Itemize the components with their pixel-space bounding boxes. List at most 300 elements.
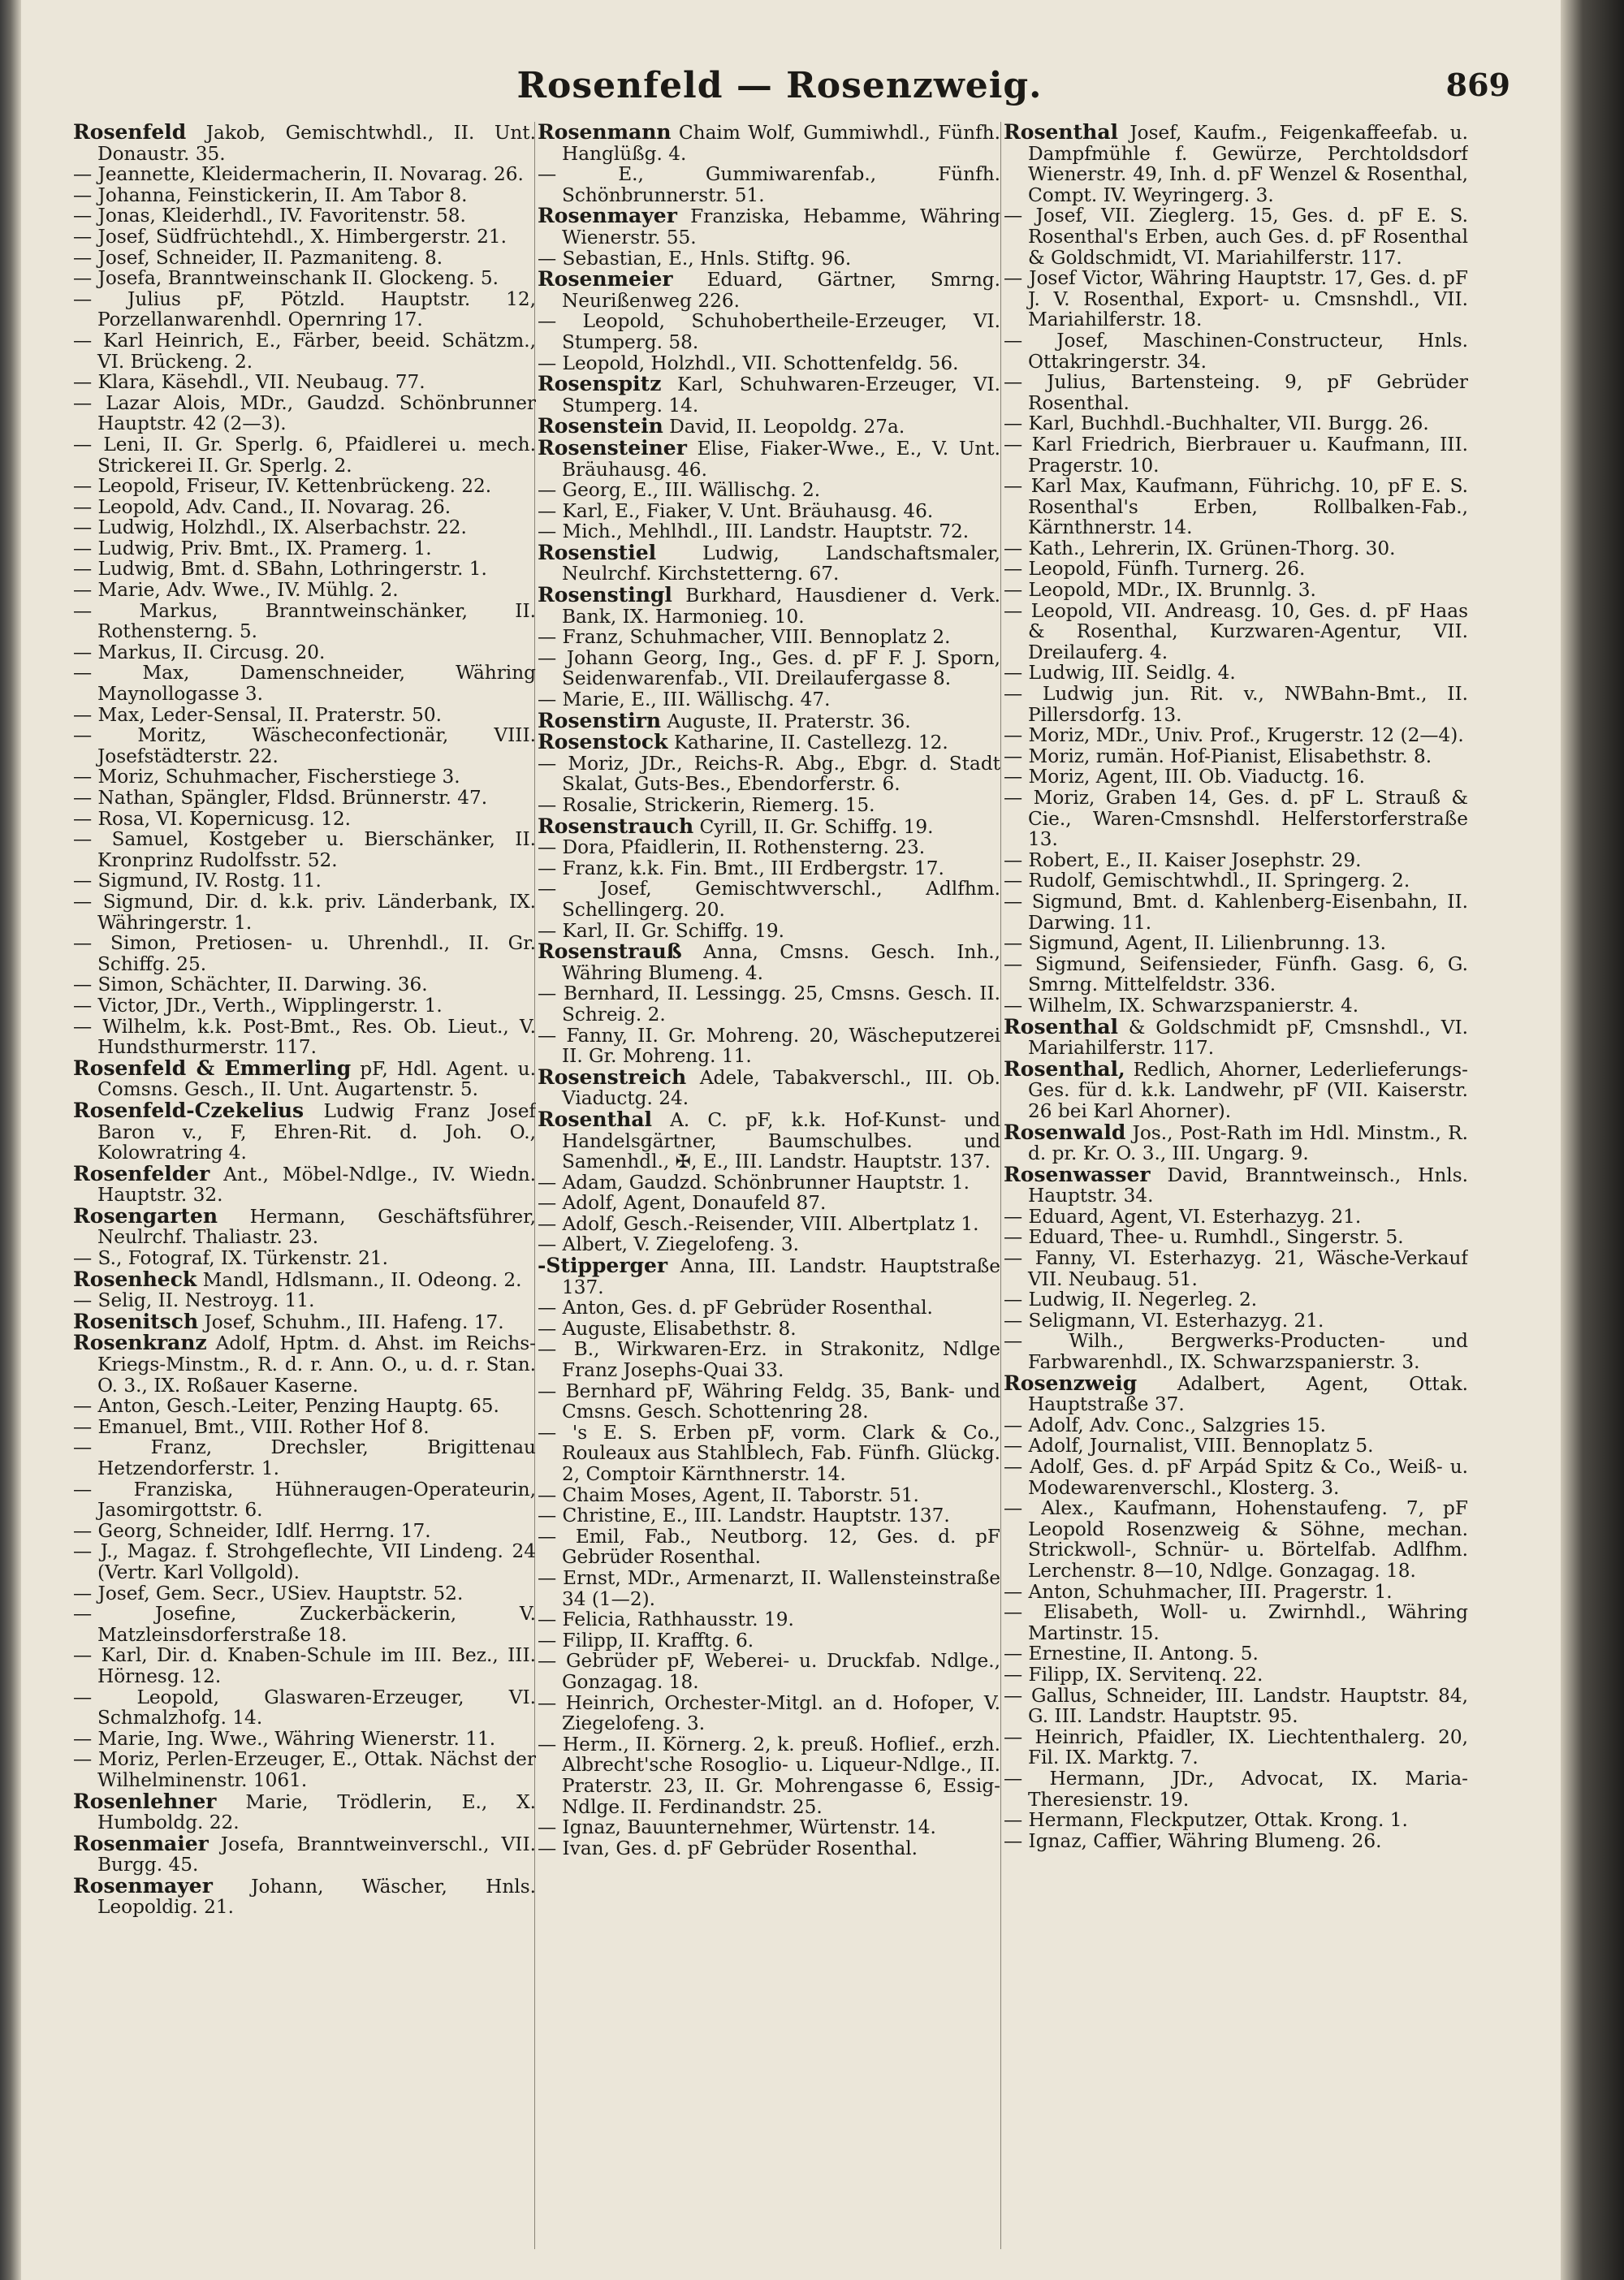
directory-entry	[73, 974, 536, 995]
entry-surname: Rosenstein	[538, 414, 663, 438]
entry-text: Josef, Schuhm., III. Hafeng. 17.	[198, 1311, 504, 1333]
entry-text: — Seligmann, VI. Esterhazyg. 21.	[1004, 1309, 1324, 1332]
entry-text: — Ludwig jun. Rit. v., NWBahn-Bmt., II. Pillersdorfg. 13.	[1004, 683, 1468, 726]
entry-text: — Franziska, Hühneraugen-Operateurin, Jasomirgottstr. 6.	[73, 1478, 536, 1522]
directory-entry	[1004, 1014, 1468, 1060]
directory-entry	[1004, 1331, 1468, 1372]
directory-entry	[73, 330, 536, 372]
directory-entry	[1004, 663, 1468, 684]
entry-text: — 's E. S. Erben pF, vorm. Clark & Co., Rouleaux aus Stahlblech, Fab. Fünfh. Glückg. 2, Comptoir Kärnthnerstr. 14.	[538, 1421, 1000, 1485]
entry-text: — Bernhard pF, Währing Feldg. 35, Bank- und Cmsns. Gesch. Schottenring 28.	[538, 1380, 1000, 1423]
entry-text: & Goldschmidt pF, Cmsnshdl., VI. Mariahilferstr. 117.	[1028, 1016, 1468, 1060]
directory-entry	[538, 1064, 1000, 1110]
directory-entry	[73, 601, 536, 642]
directory-entry	[1004, 1768, 1468, 1810]
directory-entry	[1004, 1227, 1468, 1248]
directory-entry	[1004, 1686, 1468, 1727]
directory-entry	[538, 353, 1000, 374]
directory-entry	[73, 809, 536, 830]
entry-surname: Rosenwald	[1004, 1120, 1126, 1144]
directory-entry	[1004, 1289, 1468, 1311]
directory-entry	[73, 725, 536, 766]
directory-entry	[73, 122, 536, 164]
entry-text: — Fanny, VI. Esterhazyg. 21, Wäsche-Verkauf VII. Neubaug. 51.	[1004, 1247, 1468, 1290]
entry-text: — Leopold, Friseur, IV. Kettenbrückeng. 22.	[73, 475, 492, 498]
entry-text: — Karl Heinrich, E., Färber, beeid. Schätzm., VI. Brückeng. 2.	[73, 329, 536, 373]
entry-text: — Rudolf, Gemischtwhdl., II. Springerg. 2.	[1004, 870, 1410, 892]
entry-surname: Rosenstiel	[538, 540, 657, 564]
column-2	[538, 122, 1000, 2265]
directory-entry	[1004, 476, 1468, 538]
directory-entry	[73, 1833, 536, 1876]
directory-entry	[538, 248, 1000, 270]
directory-entry	[538, 1817, 1000, 1838]
entry-text: — Kath., Lehrerin, IX. Grünen-Thorg. 30.	[1004, 537, 1396, 559]
entry-text: — Adolf, Journalist, VIII. Bennoplatz 5.	[1004, 1435, 1374, 1457]
entry-text: — Mich., Mehlhdl., III. Landstr. Hauptstr. 72.	[538, 520, 970, 543]
entry-text: — Josef Victor, Währing Hauptstr. 17, Ges. d. pF J. V. Rosenthal, Export- u. Cmsnshdl., VII. Mariahilferstr. 18.	[1004, 267, 1468, 331]
directory-entry	[73, 1687, 536, 1729]
entry-text: — Moriz, Graben 14, Ges. d. pF L. Strauß & Cie., Waren-Cmsnshdl. Helferstorferstraße 13.	[1004, 787, 1468, 851]
directory-entry	[73, 1248, 536, 1269]
directory-entry	[538, 205, 1000, 248]
entry-surname: Rosenthal	[1004, 1014, 1119, 1039]
directory-entry	[538, 1255, 1000, 1298]
entry-text: — Christine, E., III. Landstr. Hauptstr. 137.	[538, 1505, 950, 1527]
directory-entry	[1004, 330, 1468, 372]
page-number: 869	[1445, 67, 1510, 103]
entry-text: — Selig, II. Nestroyg. 11.	[73, 1289, 315, 1312]
directory-entry	[538, 1505, 1000, 1526]
directory-entry	[1004, 995, 1468, 1017]
directory-entry	[1004, 1665, 1468, 1686]
entry-surname: Rosengarten	[73, 1203, 218, 1228]
entry-text: — Elisabeth, Woll- u. Zwirnhdl., Währing Martinstr. 15.	[1004, 1601, 1468, 1644]
entry-surname: -Stipperger	[538, 1254, 668, 1278]
entry-text: — Max, Leder-Sensal, II. Praterstr. 50.	[73, 703, 443, 726]
entry-surname: Rosenfelder	[73, 1161, 210, 1185]
directory-entry	[538, 689, 1000, 710]
entry-text: — Leopold, Schuhobertheile-Erzeuger, VI. Stumperg. 58.	[538, 310, 1000, 353]
entry-text: Katharine, II. Castellezg. 12.	[667, 732, 948, 754]
directory-entry	[1004, 372, 1468, 413]
entry-text: — Moriz, Perlen-Erzeuger, E., Ottak. Nächst der Wilhelminenstr. 1061.	[73, 1748, 536, 1791]
entry-text: — Moriz, JDr., Reichs-R. Abg., Ebgr. d. Stadt Skalat, Guts-Bes., Ebendorferstr. 6.	[538, 752, 1000, 796]
entry-text: Elise, Fiaker-Wwe., E., V. Unt. Bräuhausg. 46.	[562, 437, 1000, 481]
entry-surname: Rosenthal	[538, 1107, 653, 1131]
directory-entry	[73, 933, 536, 974]
directory-entry	[538, 1214, 1000, 1235]
directory-entry	[538, 480, 1000, 501]
entry-text: — Karl, Buchhdl.-Buchhalter, VII. Burgg. 26.	[1004, 412, 1429, 435]
directory-entry	[1004, 1582, 1468, 1603]
entry-text: — Auguste, Elisabethstr. 8.	[538, 1317, 797, 1340]
entry-text: Adele, Tabakverschl., III. Ob. Viaductg. 24.	[562, 1066, 1000, 1110]
entry-surname: Rosenstock	[538, 730, 668, 754]
directory-entry	[1004, 684, 1468, 725]
entry-text: — Simon, Pretiosen- u. Uhrenhdl., II. Gr. Schiffg. 25.	[73, 932, 536, 975]
entry-surname: Rosenthal,	[1004, 1056, 1125, 1081]
directory-entry	[538, 627, 1000, 648]
directory-entry	[1004, 870, 1468, 892]
entry-text: — Leni, II. Gr. Sperlg. 6, Pfaidlerei u. mech. Strickerei II. Gr. Sperlg. 2.	[73, 433, 536, 477]
directory-entry	[538, 585, 1000, 627]
directory-entry	[73, 517, 536, 538]
directory-entry	[538, 941, 1000, 983]
directory-entry	[73, 1521, 536, 1542]
entry-text: — Sigmund, Seifensieder, Fünfh. Gasg. 6, G. Smrng. Mittelfeldstr. 336.	[1004, 952, 1468, 996]
directory-entry	[73, 580, 536, 601]
directory-entry	[538, 1193, 1000, 1214]
entry-text: Anna, Cmsns. Gesch. Inh., Währing Blumeng. 4.	[562, 941, 1000, 984]
entry-text: — Hermann, Fleckputzer, Ottak. Krong. 1.	[1004, 1809, 1408, 1832]
directory-entry	[538, 542, 1000, 585]
entry-text: Auguste, II. Praterstr. 36.	[661, 710, 911, 732]
entry-text: — Anton, Gesch.-Leiter, Penzing Hauptg. 65.	[73, 1395, 499, 1418]
directory-entry	[538, 1026, 1000, 1067]
directory-entry	[538, 501, 1000, 522]
entry-surname: Rosenfeld-Czekelius	[73, 1098, 304, 1122]
directory-entry	[73, 268, 536, 289]
directory-entry	[1004, 1436, 1468, 1457]
entry-text: — Franz, Drechsler, Brigittenau Hetzendorferstr. 1.	[73, 1436, 536, 1479]
directory-entry	[73, 1541, 536, 1583]
entry-text: — Nathan, Spängler, Fldsd. Brünnerstr. 47.	[73, 787, 488, 809]
entry-surname: Rosenspitz	[538, 372, 662, 396]
entry-text: — Sigmund, Bmt. d. Kahlenberg-Eisenbahn, II. Darwing. 11.	[1004, 890, 1468, 934]
directory-entry	[1004, 1498, 1468, 1581]
directory-entry	[538, 1423, 1000, 1485]
entry-text: — Adolf, Agent, Donaufeld 87.	[538, 1192, 827, 1215]
directory-entry	[538, 1568, 1000, 1609]
directory-entry	[538, 1381, 1000, 1423]
entry-text: Jos., Post-Rath im Hdl. Minstm., R. d. pr. Kr. O. 3., III. Ungarg. 9.	[1028, 1121, 1468, 1165]
directory-entry	[538, 1339, 1000, 1380]
directory-entry	[73, 1729, 536, 1750]
entry-text: — Markus, II. Circusg. 20.	[73, 641, 326, 663]
directory-entry	[1004, 1373, 1468, 1415]
entry-text: — Karl, II. Gr. Schiffg. 19.	[538, 919, 784, 942]
entry-text: — Sebastian, E., Hnls. Stiftg. 96.	[538, 247, 852, 270]
directory-entry	[73, 995, 536, 1017]
entry-text: — Josef, Gem. Secr., USiev. Hauptstr. 52.	[73, 1582, 464, 1604]
entry-text: Josef, Kaufm., Feigenkaffeefab. u. Dampfmühle f. Gewürze, Perchtoldsdorf Wienerstr. 49, Inh. d. pF Wenzel & Rosenthal, Compt. IV. Weyringerg. 3.	[1028, 122, 1468, 206]
entry-text: — Felicia, Rathhausstr. 19.	[538, 1609, 794, 1631]
entry-text: Mandl, Hdlsmann., II. Odeong. 2.	[197, 1268, 522, 1291]
directory-entry	[73, 1437, 536, 1479]
directory-entry	[73, 1017, 536, 1058]
entry-text: — Lazar Alois, MDr., Gaudzd. Schönbrunner Hauptstr. 42 (2—3).	[73, 391, 536, 435]
entry-surname: Rosenkranz	[73, 1331, 207, 1355]
directory-entry	[73, 1332, 536, 1396]
entry-text: David, II. Leopoldg. 27a.	[663, 416, 905, 438]
directory-entry	[1004, 788, 1468, 850]
entry-surname: Rosenthal	[1004, 122, 1119, 144]
entry-text: — Bernhard, II. Lessingg. 25, Cmsns. Gesch. II. Schreig. 2.	[538, 982, 1000, 1026]
entry-text: Eduard, Gärtner, Smrng. Neurißenweg 226.	[562, 269, 1000, 312]
entry-text: — Klara, Käsehdl., VII. Neubaug. 77.	[73, 371, 425, 394]
entry-text: Adolf, Hptm. d. Ahst. im Reichs-Kriegs-Minstm., R. d. r. Ann. O., u. d. r. Stan. O. 3., IX. Roßauer Kaserne.	[97, 1332, 536, 1397]
entry-text: — Anton, Ges. d. pF Gebrüder Rosenthal.	[538, 1297, 933, 1319]
entry-text: Chaim Wolf, Gummiwhdl., Fünfh. Hanglüßg. 4.	[562, 122, 1000, 165]
entry-text: — Leopold, Holzhdl., VII. Schottenfeldg. 56.	[538, 352, 959, 374]
entry-text: — Josef, Gemischtwverschl., Adlfhm. Schellingerg. 20.	[538, 878, 1000, 921]
entry-text: — B., Wirkwaren-Erz. in Strakonitz, Ndlge Franz Josephs-Quai 33.	[538, 1338, 1000, 1382]
entry-text: — Leopold, MDr., IX. Brunnlg. 3.	[1004, 579, 1316, 602]
column-1	[73, 122, 536, 2265]
entry-text: — Georg, E., III. Wällischg. 2.	[538, 479, 821, 502]
entry-text: — Marie, E., III. Wällischg. 47.	[538, 689, 831, 711]
directory-entry	[1004, 933, 1468, 954]
entry-text: — Moriz, MDr., Univ. Prof., Krugerstr. 12 (2—4).	[1004, 724, 1464, 747]
entry-text: — Ludwig, Priv. Bmt., IX. Pramerg. 1.	[73, 537, 432, 559]
entry-text: — Marie, Ing. Wwe., Währing Wienerstr. 11.	[73, 1727, 496, 1750]
directory-entry	[73, 1479, 536, 1521]
entry-text: — Josef, Südfrüchtehdl., X. Himbergerstr. 21.	[73, 225, 508, 248]
entry-text: — Moriz, Agent, III. Ob. Viaductg. 16.	[1004, 766, 1365, 788]
entry-text: — Adam, Gaudzd. Schönbrunner Hauptstr. 1.	[538, 1171, 970, 1194]
entry-text: — Fanny, II. Gr. Mohreng. 20, Wäscheputzerei II. Gr. Mohreng. 11.	[538, 1024, 1000, 1068]
directory-entry	[73, 1161, 536, 1207]
directory-entry	[1004, 580, 1468, 601]
directory-entry	[1004, 1164, 1468, 1207]
entry-text: — Johanna, Feinstickerin, II. Am Tabor 8.	[73, 184, 468, 206]
directory-entry	[73, 289, 536, 330]
directory-entry	[1004, 892, 1468, 933]
directory-entry	[538, 1485, 1000, 1506]
directory-entry	[73, 1396, 536, 1417]
directory-entry	[73, 227, 536, 248]
entry-text: — Markus, Branntweinschänker, II. Rothensterng. 5.	[73, 599, 536, 643]
directory-entry	[1004, 1810, 1468, 1831]
page-right-edge	[1561, 0, 1624, 2280]
entry-surname: Rosenmayer	[538, 204, 677, 228]
directory-entry	[538, 1234, 1000, 1255]
entry-text: — Josef, Maschinen-Constructeur, Hnls. Ottakringerstr. 34.	[1004, 329, 1468, 373]
entry-text: — Adolf, Ges. d. pF Arpád Spitz & Co., Weiß- u. Modewarenverschl., Klosterg. 3.	[1004, 1456, 1468, 1499]
entry-text: — Josef, Schneider, II. Pazmaniteng. 8.	[73, 246, 443, 269]
directory-entry	[1004, 1831, 1468, 1852]
directory-entry	[73, 829, 536, 870]
directory-entry	[73, 497, 536, 518]
directory-entry	[73, 1873, 536, 1919]
entry-text: — Ludwig, Holzhdl., IX. Alserbachstr. 22.	[73, 516, 467, 539]
entry-text: David, Branntweinsch., Hnls. Hauptstr. 34.	[1028, 1164, 1468, 1207]
entry-text: — Heinrich, Orchester-Mitgl. an d. Hofoper, V. Ziegelofeng. 3.	[538, 1691, 1000, 1735]
directory-entry	[538, 732, 1000, 754]
entry-text: — Ludwig, II. Negerleg. 2.	[1004, 1289, 1258, 1311]
entry-text: — Wilhelm, k.k. Post-Bmt., Res. Ob. Lieut., V. Hundsthurmerstr. 117.	[73, 1015, 536, 1059]
entry-surname: Rosenstrauch	[538, 814, 694, 838]
directory-entry	[538, 1838, 1000, 1859]
entry-surname: Rosenitsch	[73, 1309, 199, 1333]
entry-text: Adalbert, Agent, Ottak. Hauptstraße 37.	[1028, 1372, 1468, 1416]
entry-surname: Rosenstreich	[538, 1064, 687, 1089]
entry-text: Johann, Wäscher, Hnls. Leopoldig. 21.	[97, 1875, 536, 1919]
entry-text: — Gallus, Schneider, III. Landstr. Hauptstr. 84, G. III. Landstr. Hauptstr. 95.	[1004, 1684, 1468, 1728]
directory-entry	[1004, 1207, 1468, 1228]
entry-text: — Leopold, Glaswaren-Erzeuger, VI. Schmalzhofg. 14.	[73, 1686, 536, 1729]
entry-text: — Simon, Schächter, II. Darwing. 36.	[73, 974, 428, 996]
directory-entry	[1004, 1311, 1468, 1332]
directory-entry	[1004, 122, 1468, 205]
directory-entry	[73, 1311, 536, 1333]
directory-entry	[538, 521, 1000, 542]
entry-text: Marie, Trödlerin, E., X. Humboldg. 22.	[97, 1790, 536, 1834]
directory-entry	[73, 1604, 536, 1645]
entry-text: — Ernestine, II. Antong. 5.	[1004, 1643, 1259, 1665]
entry-text: Ant., Möbel-Ndlge., IV. Wiedn. Hauptstr. 32.	[97, 1163, 536, 1207]
entry-text: — Franz, k.k. Fin. Bmt., III Erdbergstr. 17.	[538, 857, 944, 879]
directory-entry	[538, 710, 1000, 732]
entry-surname: Rosenwasser	[1004, 1162, 1151, 1186]
entry-text: — Sigmund, Dir. d. k.k. priv. Länderbank, IX. Währingerstr. 1.	[73, 890, 536, 934]
directory-entry	[538, 879, 1000, 920]
entry-text: — Anton, Schuhmacher, III. Pragerstr. 1.	[1004, 1580, 1393, 1603]
entry-text: — Adolf, Gesch.-Reisender, VIII. Albertplatz 1.	[538, 1212, 979, 1235]
directory-entry	[73, 185, 536, 206]
directory-entry	[73, 205, 536, 227]
page-left-edge	[0, 0, 21, 2280]
directory-entry	[73, 434, 536, 476]
directory-entry	[73, 1290, 536, 1311]
directory-entry	[73, 705, 536, 726]
directory-entry	[538, 311, 1000, 352]
entry-text: — Emanuel, Bmt., VIII. Rother Hof 8.	[73, 1415, 430, 1438]
directory-entry	[538, 1319, 1000, 1340]
entry-text: — Gebrüder pF, Weberei- u. Druckfab. Ndlge., Gonzagag. 18.	[538, 1650, 1000, 1693]
entry-text: Karl, Schuhwaren-Erzeuger, VI. Stumperg. 14.	[562, 374, 1000, 417]
directory-entry	[1004, 413, 1468, 434]
entry-text: — Adolf, Adv. Conc., Salzgries 15.	[1004, 1414, 1326, 1436]
directory-entry	[538, 1734, 1000, 1817]
entry-text: — Karl Max, Kaufmann, Führichg. 10, pF E. S. Rosenthal's Erben, Rollbalken-Fab., Kärnthnerstr. 14.	[1004, 475, 1468, 539]
directory-entry	[1004, 954, 1468, 995]
entry-text: — Ivan, Ges. d. pF Gebrüder Rosenthal.	[538, 1837, 918, 1859]
entry-text: — Ignaz, Caffier, Währing Blumeng. 26.	[1004, 1829, 1382, 1852]
entry-text: — Rosalie, Strickerin, Riemerg. 15.	[538, 794, 875, 816]
directory-entry	[1004, 1643, 1468, 1665]
entry-text: — Julius pF, Pötzld. Hauptstr. 12, Porzellanwarenhdl. Opernring 17.	[73, 287, 536, 331]
directory-entry	[73, 642, 536, 663]
entry-text: — Eduard, Agent, VI. Esterhazyg. 21.	[1004, 1205, 1362, 1228]
directory-entry	[538, 1109, 1000, 1172]
entry-surname: Rosenfeld	[73, 122, 187, 144]
directory-entry	[538, 1298, 1000, 1319]
directory-entry	[538, 164, 1000, 205]
directory-entry	[538, 858, 1000, 879]
entry-text: — Wilhelm, IX. Schwarzspanierstr. 4.	[1004, 994, 1359, 1017]
entry-text: — Georg, Schneider, Idlf. Herrng. 17.	[73, 1519, 431, 1542]
directory-entry	[538, 1609, 1000, 1630]
directory-entry	[538, 1630, 1000, 1652]
entry-surname: Rosenstirn	[538, 708, 662, 732]
directory-entry	[1004, 268, 1468, 330]
entry-text: — Max, Damenschneider, Währing Maynollogasse 3.	[73, 662, 536, 706]
entry-text: A. C. pF, k.k. Hof-Kunst- und Handelsgärtner, Baumschulbes. und Samenhdl., ✠, E., III. Landstr. Hauptstr. 137.	[562, 1108, 1000, 1173]
entry-text: — Karl, Dir. d. Knaben-Schule im III. Bez., III. Hörnesg. 12.	[73, 1644, 536, 1687]
directory-entry	[538, 1172, 1000, 1194]
directory-entry	[73, 892, 536, 933]
directory-entry	[73, 663, 536, 704]
directory-entry	[1004, 205, 1468, 268]
entry-text: — Filipp, II. Krafftg. 6.	[538, 1629, 754, 1652]
entry-text: — Johann Georg, Ing., Ges. d. pF F. J. Sporn, Seidenwarenfab., VII. Dreilaufergasse 8.	[538, 646, 1000, 690]
directory-entry	[73, 559, 536, 580]
entry-text: — Ernst, MDr., Armenarzt, II. Wallensteinstraße 34 (1—2).	[538, 1566, 1000, 1610]
directory-entry	[73, 1583, 536, 1604]
entry-text: — Herm., II. Körnerg. 2, k. preuß. Hoflief., erzh. Albrecht'sche Rosoglio- u. Liqueur-Ndlge., II. Praterstr. 23, II. Gr. Mohrengasse 6, Essig-Ndlge. II. Ferdinandstr. 25.	[538, 1733, 1000, 1818]
directory-entry	[73, 372, 536, 393]
entry-text: Josefa, Branntweinverschl., VII. Burgg. 45.	[97, 1833, 536, 1876]
entry-text: — Wilh., Bergwerks-Producten- und Farbwarenhdl., IX. Schwarzspanierstr. 3.	[1004, 1330, 1468, 1374]
entry-text: — Leopold, VII. Andreasg. 10, Ges. d. pF Haas & Rosenthal, Kurzwaren-Agentur, VII. Dreilauferg. 4.	[1004, 599, 1468, 663]
directory-entry	[73, 788, 536, 809]
entry-surname: Rosenheck	[73, 1267, 197, 1291]
directory-entry	[1004, 725, 1468, 746]
entry-text: — Marie, Adv. Wwe., IV. Mühlg. 2.	[73, 579, 399, 602]
directory-entry	[73, 538, 536, 559]
entry-text: Burkhard, Hausdiener d. Verk. Bank, IX. Harmonieg. 10.	[562, 585, 1000, 628]
entry-text: — Samuel, Kostgeber u. Bierschänker, II. Kronprinz Rudolfsstr. 52.	[73, 828, 536, 871]
entry-text: — Julius, Bartensteing. 9, pF Gebrüder Rosenthal.	[1004, 371, 1468, 414]
entry-text: — Heinrich, Pfaidler, IX. Liechtenthalerg. 20, Fil. IX. Marktg. 7.	[1004, 1725, 1468, 1769]
entry-surname: Rosensteiner	[538, 435, 687, 460]
entry-surname: Rosenlehner	[73, 1789, 217, 1813]
directory-entry	[1004, 1122, 1468, 1164]
entry-text: — Dora, Pfaidlerin, II. Rothensterng. 23.	[538, 836, 926, 859]
entry-text: — Karl Friedrich, Bierbrauer u. Kaufmann, III. Pragerstr. 10.	[1004, 433, 1468, 477]
directory-entry	[73, 1749, 536, 1790]
entry-surname: Rosenstingl	[538, 583, 672, 607]
entry-text: — Rosa, VI. Kopernicusg. 12.	[73, 807, 352, 830]
directory-entry	[1004, 766, 1468, 788]
entry-text: — Eduard, Thee- u. Rumhdl., Singerstr. 5.	[1004, 1226, 1404, 1249]
entry-text: Jakob, Gemischtwhdl., II. Unt. Donaustr. 35.	[97, 122, 536, 165]
entry-text: — Franz, Schuhmacher, VIII. Bennoplatz 2.	[538, 626, 951, 649]
entry-text: Anna, III. Landstr. Hauptstraße 137.	[562, 1255, 1000, 1298]
directory-entry	[73, 1645, 536, 1686]
directory-entry	[1004, 434, 1468, 476]
entry-text: — Filipp, IX. Servitenq. 22.	[1004, 1663, 1263, 1686]
directory-entry	[538, 416, 1000, 438]
entry-text: — Moriz, rumän. Hof-Pianist, Elisabethstr. 8.	[1004, 745, 1432, 767]
page-header	[49, 58, 1510, 115]
entry-text: pF, Hdl. Agent. u. Comsns. Gesch., II. Unt. Augartenstr. 5.	[97, 1057, 536, 1101]
entry-text: — Victor, JDr., Verth., Wipplingerstr. 1.	[73, 994, 443, 1017]
directory-entry	[1004, 1727, 1468, 1768]
directory-entry	[1004, 538, 1468, 559]
entry-text: — E., Gummiwarenfab., Fünfh. Schönbrunnerstr. 51.	[538, 163, 1000, 206]
directory-entry	[538, 269, 1000, 311]
entry-text: Ludwig Franz Josef Baron v., F, Ehren-Rit. d. Joh. O., Kolowratring 4.	[97, 1099, 536, 1164]
directory-entry	[73, 164, 536, 185]
directory-entry	[1004, 1056, 1468, 1122]
directory-entry	[1004, 559, 1468, 580]
directory-entry	[73, 1269, 536, 1291]
entry-text: — Sigmund, Agent, II. Lilienbrunng. 13.	[1004, 932, 1386, 955]
entry-text: — Moritz, Wäscheconfectionär, VIII. Josefstädterstr. 22.	[73, 724, 536, 767]
entry-text: — Jeannette, Kleidermacherin, II. Novarag. 26.	[73, 163, 524, 186]
entry-text: — Karl, E., Fiaker, V. Unt. Bräuhausg. 46.	[538, 499, 934, 522]
directory-entry	[73, 476, 536, 497]
directory-entry	[1004, 850, 1468, 871]
entry-text: — J., Magaz. f. Strohgeflechte, VII Lindeng. 24 (Vertr. Karl Vollgold).	[73, 1540, 536, 1583]
entry-surname: Rosenmaier	[73, 1831, 209, 1855]
entry-text: Ludwig, Landschaftsmaler, Neulrchf. Kirchstetterng. 67.	[562, 542, 1000, 585]
directory-entry	[73, 1058, 536, 1100]
entry-text: — Sigmund, IV. Rostg. 11.	[73, 870, 322, 892]
